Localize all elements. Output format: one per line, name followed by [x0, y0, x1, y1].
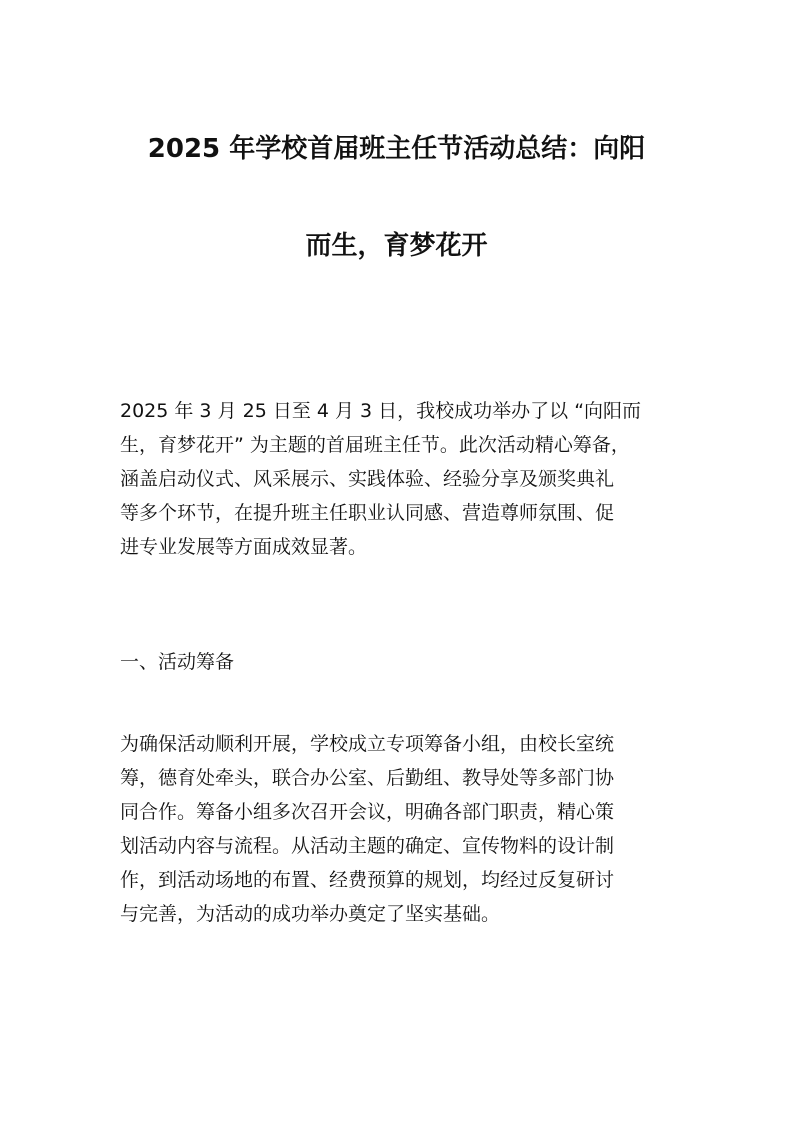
document-title-line-2: 而生，育梦花开 [305, 231, 488, 261]
body-line: 筹，德育处牵头，联合办公室、后勤组、教导处等多部门协 [120, 767, 615, 789]
document-title-line-1: 2025 年学校首届班主任节活动总结：向阳 [147, 134, 646, 164]
intro-line: 涵盖启动仪式、风采展示、实践体验、经验分享及颁奖典礼 [120, 468, 615, 490]
body-line: 为确保活动顺利开展，学校成立专项筹备小组，由校长室统 [120, 733, 615, 755]
intro-paragraph [120, 394, 695, 564]
body-line: 与完善，为活动的成功举办奠定了坚实基础。 [120, 903, 501, 925]
body-line: 划活动内容与流程。从活动主题的确定、宣传物料的设计制 [120, 835, 615, 857]
section-heading: 一、活动筹备 [120, 651, 235, 673]
body-line: 作，到活动场地的布置、经费预算的规划，均经过反复研讨 [120, 869, 615, 891]
intro-line: 等多个环节，在提升班主任职业认同感、营造尊师氛围、促 [120, 502, 615, 524]
intro-line: 进专业发展等方面成效显著。 [120, 536, 368, 558]
section-body-paragraph [120, 727, 695, 931]
intro-line: 生，育梦花开” 为主题的首届班主任节。此次活动精心筹备， [120, 434, 630, 456]
body-line: 同合作。筹备小组多次召开会议，明确各部门职责，精心策 [120, 801, 615, 823]
intro-line: 2025 年 3 月 25 日至 4 月 3 日，我校成功举办了以 “向阳而 [120, 400, 642, 422]
